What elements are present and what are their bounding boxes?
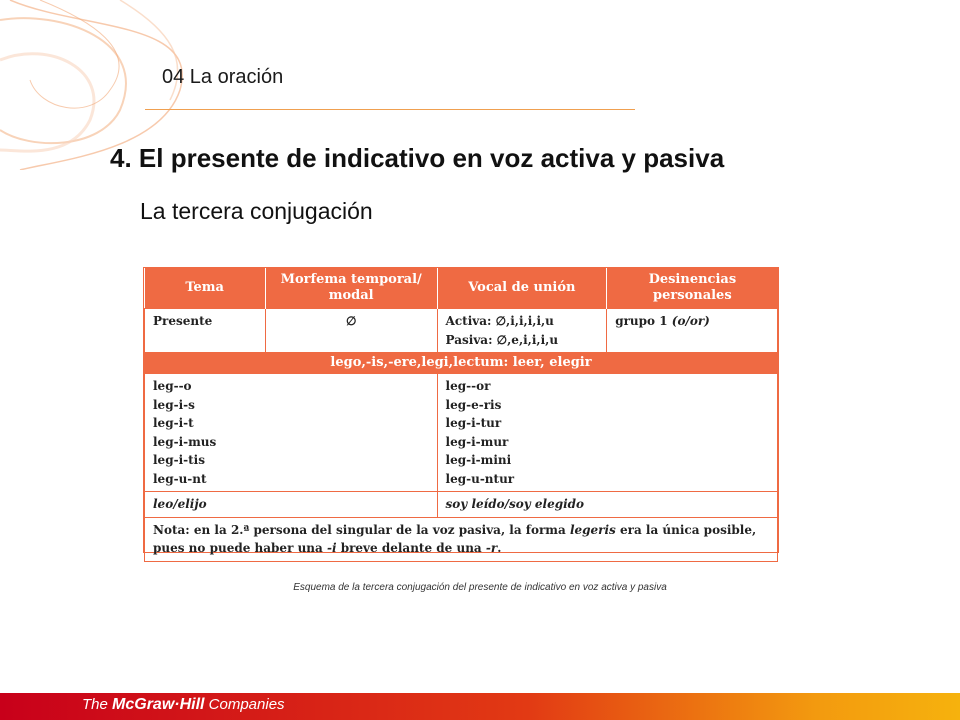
- header-vocal: Vocal de unión: [437, 268, 607, 309]
- translation-active: leo/elijo: [145, 492, 438, 518]
- logo-companies: Companies: [208, 696, 285, 713]
- cell-vocal: [437, 309, 607, 353]
- active-form: leg-i-s: [153, 397, 195, 412]
- passive-form: leg--or: [445, 379, 491, 393]
- page-title: 4. El presente de indicativo en voz activa y pasiva: [110, 143, 725, 173]
- active-form: leg-i-tis: [153, 453, 205, 467]
- passive-form: leg-i-mini: [445, 453, 512, 467]
- table-row-presente: [145, 309, 778, 353]
- cell-tema: Presente: [145, 309, 266, 353]
- translation-passive: soy leído/soy elegido: [437, 492, 777, 518]
- header-divider: [145, 109, 635, 110]
- logo-the: The: [82, 696, 108, 713]
- note-italic: -i: [326, 541, 337, 555]
- note-italic: -r: [485, 541, 498, 555]
- verb-band-row: [145, 353, 778, 374]
- note-italic: legeris: [569, 522, 616, 537]
- conjugation-table: [143, 267, 779, 553]
- active-form: leg-u-nt: [153, 471, 207, 486]
- vocal-activa: Activa: ∅,i,i,i,i,u: [445, 314, 554, 328]
- note-cell: [145, 517, 778, 561]
- publisher-logo: [82, 696, 285, 714]
- passive-form: leg-u-ntur: [445, 471, 515, 486]
- passive-forms-cell: [437, 374, 777, 492]
- table-header-row: [145, 268, 778, 309]
- cell-desinencias: [607, 309, 778, 353]
- passive-form: leg-i-mur: [445, 434, 509, 449]
- chapter-label: 04 La oración: [162, 66, 284, 88]
- section-subtitle: La tercera conjugación: [140, 198, 373, 224]
- note-text: Nota: en la 2.ª persona del singular de la voz pasiva, la forma: [153, 522, 570, 537]
- passive-form: leg-i-tur: [445, 416, 502, 430]
- vocal-pasiva: Pasiva: ∅,e,i,i,i,u: [445, 332, 559, 347]
- table-caption: Esquema de la tercera conjugación del presente de indicativo en voz activa y pasiva: [293, 582, 667, 593]
- header-morfema: Morfema temporal/ modal: [265, 268, 437, 309]
- verb-band: lego,-is,-ere,legi,lectum: leer, elegir: [145, 353, 778, 374]
- active-form: leg-i-mus: [153, 434, 217, 449]
- passive-form: leg-e-ris: [445, 397, 502, 412]
- logo-brand: McGraw·Hill: [112, 696, 205, 713]
- note-text: era la única posible, pues no puede haber una: [153, 522, 757, 555]
- active-form: leg-i-t: [153, 416, 194, 430]
- cell-morfema: ∅: [265, 309, 437, 353]
- desinencias-endings: (o/or): [671, 314, 710, 328]
- desinencias-group: grupo 1: [615, 314, 668, 328]
- table-row-forms: [145, 374, 778, 492]
- footer-bar: [0, 693, 960, 720]
- active-form: leg--o: [153, 379, 192, 393]
- note-text: breve delante de una: [336, 541, 486, 555]
- header-desinencias: Desinencias personales: [607, 268, 778, 309]
- table-row-note: [145, 517, 778, 561]
- header-tema: Tema: [145, 268, 266, 309]
- active-forms-cell: [145, 374, 438, 492]
- table-row-translation: [145, 492, 778, 518]
- note-text: .: [497, 541, 502, 555]
